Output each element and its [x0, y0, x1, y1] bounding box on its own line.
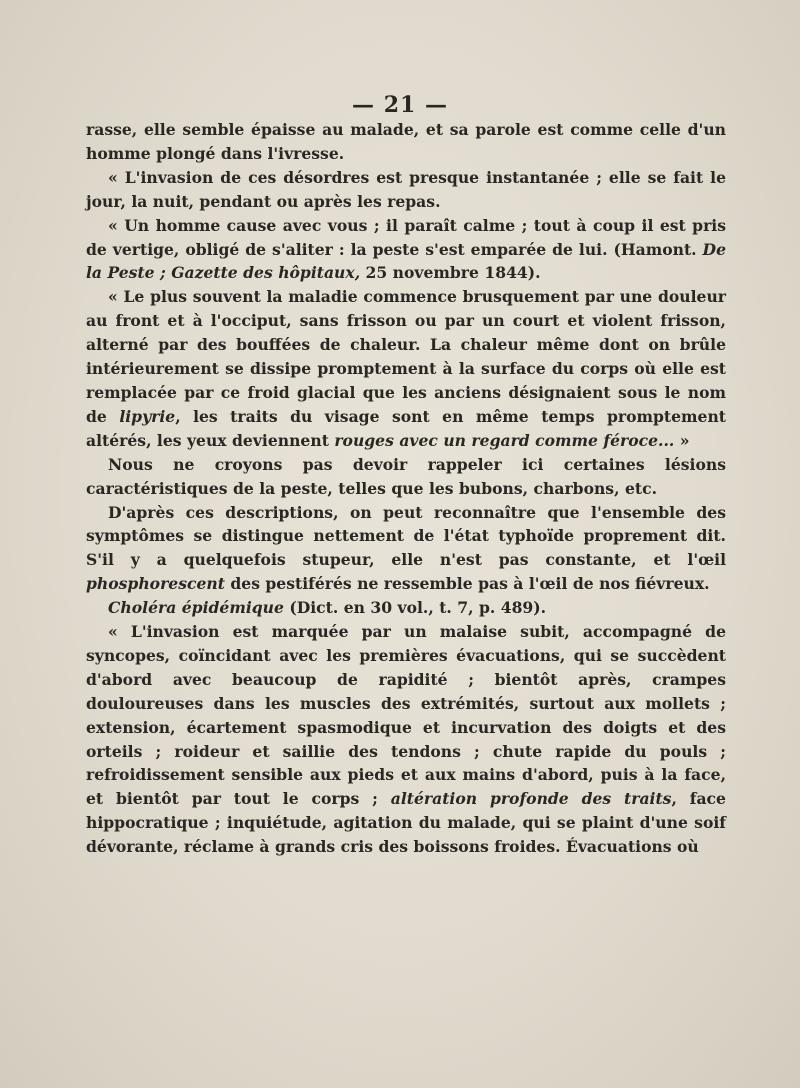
text-run: (Dict. en 30 vol., t. 7, p. 489). — [283, 598, 547, 618]
text-run: » — [674, 430, 690, 450]
italic-text-run: De la Peste ; Gazette des hôpitaux, — [86, 239, 726, 283]
page-number: — 21 — — [352, 92, 448, 118]
paragraph — [86, 453, 726, 501]
paragraph — [86, 118, 726, 166]
italic-text-run: lipyrie — [119, 406, 176, 426]
text-run: « L'invasion de ces désordres est presque instantanée ; elle se fait le jour, la nuit, pendant ou après les repas. — [86, 167, 726, 211]
text-run: rasse, elle semble épaisse au malade, et sa parole est comme celle d'un homme plongé dans l'ivresse. — [86, 120, 726, 163]
italic-text-run: phosphorescent — [86, 574, 225, 594]
paragraph — [86, 596, 726, 620]
paragraph — [86, 166, 726, 214]
text-run: Nous ne croyons pas devoir rappeler ici certaines lésions caractéristiques de la peste, telles que les bubons, charbons, etc. — [86, 454, 726, 498]
text-run: des pestiférés ne ressemble pas à l'œil de nos fiévreux. — [224, 574, 710, 594]
text-run: 25 novembre 1844). — [360, 263, 541, 283]
text-run: , face hippocratique ; inquiétude, agitation du malade, qui se plaint d'une soif dévorante, réclame à grands cris des boissons froides. Évacuations où — [86, 789, 726, 857]
paragraph — [86, 285, 726, 452]
text-run: « Un homme cause avec vous ; il paraît calme ; tout à coup il est pris de vertige, obligé de s'aliter : la peste s'est emparée de lui. (Hamont. — [86, 215, 726, 259]
body-text — [86, 118, 726, 859]
text-run: « Le plus souvent la maladie commence brusquement par une douleur au front et à l'occiput, sans frisson ou par un court et violent frisson, alterné par des bouffées de chaleur. La chaleur même dont on brûle intérieurement se dissipe promptement à la surface du corps où elle est remplacée par ce froid glacial que les anciens désignaient sous le nom de — [86, 287, 726, 426]
text-run: D'après ces descriptions, on peut reconnaître que l'ensemble des symptômes se distingue nettement de l'état typhoïde proprement dit. S'il y a quelquefois stupeur, elle n'est pas constante, et l'œil — [86, 502, 726, 570]
paragraph — [86, 620, 726, 859]
italic-text-run: Choléra épidémique — [108, 598, 284, 618]
italic-text-run: altération profonde des traits — [390, 789, 672, 809]
paragraph — [86, 214, 726, 286]
italic-text-run: rouges avec un regard comme féroce... — [334, 430, 675, 450]
paragraph — [86, 501, 726, 597]
text-run: , les traits du visage sont en même temps promptement altérés, les yeux deviennent — [86, 406, 726, 450]
text-run: « L'invasion est marquée par un malaise subit, accompagné de syncopes, coïncidant avec les premières évacuations, qui se succèdent d'abord avec beaucoup de rapidité ; bientôt après, crampes douloureuses dans les muscles des extrémités, surtout aux mollets ; extension, écartement spasmodique et incurvation des doigts et des orteils ; roideur et saillie des tendons ; chute rapide du pouls ; refroidissement sensible aux pieds et aux mains d'abord, puis à la face, et bientôt par tout le corps ; — [86, 622, 726, 809]
